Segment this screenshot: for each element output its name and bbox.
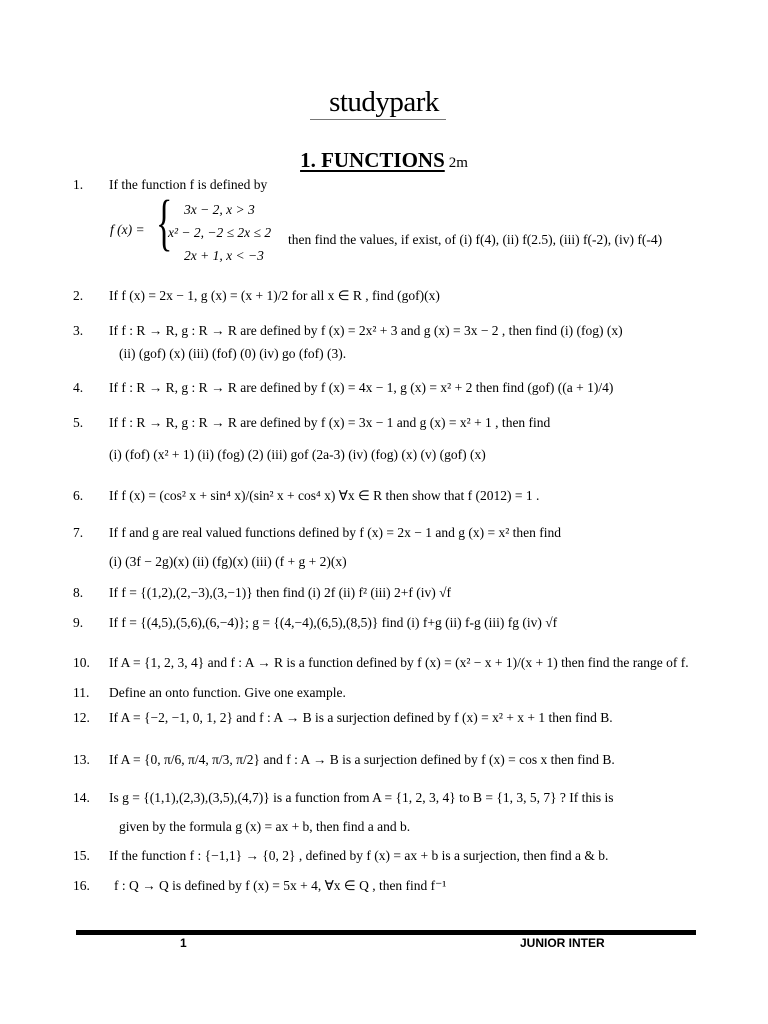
piecewise-case: 2x + 1, x < −3 [184, 248, 264, 263]
footer-rule [76, 930, 696, 935]
question-text: If A = {1, 2, 3, 4} and f : A → R is a function defined by f (x) = (x² − x + 1)/(x + 1) then find the range of f. [109, 655, 689, 670]
question-number: 5. [73, 415, 84, 430]
piecewise-definition [110, 189, 768, 266]
brand-title: studypark [329, 86, 439, 118]
question-text-continued: given by the formula g (x) = ax + b, then find a and b. [119, 819, 411, 834]
question-number: 6. [73, 488, 84, 503]
question-text: If f : R → R, g : R → R are defined by f (x) = 2x² + 3 and g (x) = 3x − 2 , then find (i) (fog) (x) [109, 323, 623, 338]
question-text: If f = {(4,5),(5,6),(6,−4)}; g = {(4,−4),(6,5),(8,5)} find (i) f+g (ii) f-g (iii) fg (iv) √f [109, 615, 558, 630]
piecewise-case: x² − 2, −2 ≤ 2x ≤ 2 [168, 225, 272, 240]
brand-underline [310, 119, 446, 120]
question-text: If f : R → R, g : R → R are defined by f (x) = 3x − 1 and g (x) = x² + 1 , then find [109, 415, 551, 430]
question-text-continued: (ii) (gof) (x) (iii) (fof) (0) (iv) go (fof) (3). [119, 346, 347, 361]
question-number: 9. [73, 615, 84, 630]
question-number: 12. [73, 710, 90, 725]
question-number: 13. [73, 752, 90, 767]
question-number: 7. [73, 525, 84, 540]
question-number: 4. [73, 380, 84, 395]
page-number: 1 [180, 936, 187, 950]
question-number: 3. [73, 323, 84, 338]
question-text: If f = {(1,2),(2,−3),(3,−1)} then find (i) 2f (ii) f² (iii) 2+f (iv) √f [109, 585, 452, 600]
question-number: 8. [73, 585, 84, 600]
question-number: 1. [73, 177, 84, 192]
heading-title: 1. FUNCTIONS [300, 148, 445, 172]
footer-label: JUNIOR INTER [520, 936, 605, 950]
heading-marks: 2m [448, 155, 468, 171]
question-number: 2. [73, 288, 84, 303]
piecewise-tail: then find the values, if exist, of (i) f(4), (ii) f(2.5), (iii) f(-2), (iv) f(-4) [288, 232, 663, 247]
page-heading [0, 148, 768, 173]
question-number: 14. [73, 790, 90, 805]
question-number: 10. [73, 655, 90, 670]
question-number: 11. [73, 685, 90, 700]
question-text: Is g = {(1,1),(2,3),(3,5),(4,7)} is a function from A = {1, 2, 3, 4} to B = {1, 3, 5, 7} ? If this is [109, 790, 614, 805]
question-text: If the function f is defined by [109, 177, 268, 192]
question-text-continued: (i) (3f − 2g)(x) (ii) (fg)(x) (iii) (f + g + 2)(x) [109, 554, 347, 569]
question-text: If A = {0, π/6, π/4, π/3, π/2} and f : A → B is a surjection defined by f (x) = cos x then find B. [109, 752, 615, 767]
question-text: If the function f : {−1,1} → {0, 2} , defined by f (x) = ax + b is a surjection, then find a & b. [109, 848, 609, 863]
question-text: If f (x) = (cos² x + sin⁴ x)/(sin² x + cos⁴ x) ∀x ∈ R then show that f (2012) = 1 . [109, 488, 540, 503]
question-number: 16. [73, 878, 90, 893]
question-text-continued: (i) (fof) (x² + 1) (ii) (fog) (2) (iii) gof (2a-3) (iv) (fog) (x) (v) (gof) (x) [109, 447, 486, 462]
question-number: 15. [73, 848, 90, 863]
question-text: If f and g are real valued functions defined by f (x) = 2x − 1 and g (x) = x² then find [109, 525, 561, 540]
question-text: If A = {−2, −1, 0, 1, 2} and f : A → B is a surjection defined by f (x) = x² + x + 1 then find B. [109, 710, 613, 725]
piecewise-lhs: f (x) = [110, 222, 145, 237]
question-text: If f : R → R, g : R → R are defined by f (x) = 4x − 1, g (x) = x² + 2 then find (gof) ((a + 1)/4) [109, 380, 614, 395]
question-text: f : Q → Q is defined by f (x) = 5x + 4, ∀x ∈ Q , then find f⁻¹ [114, 878, 447, 893]
question-text: If f (x) = 2x − 1, g (x) = (x + 1)/2 for all x ∈ R , find (gof)(x) [109, 288, 440, 303]
question-text: Define an onto function. Give one example. [109, 685, 346, 700]
piecewise-case: 3x − 2, x > 3 [184, 202, 255, 217]
piecewise-brace: { [156, 189, 173, 257]
